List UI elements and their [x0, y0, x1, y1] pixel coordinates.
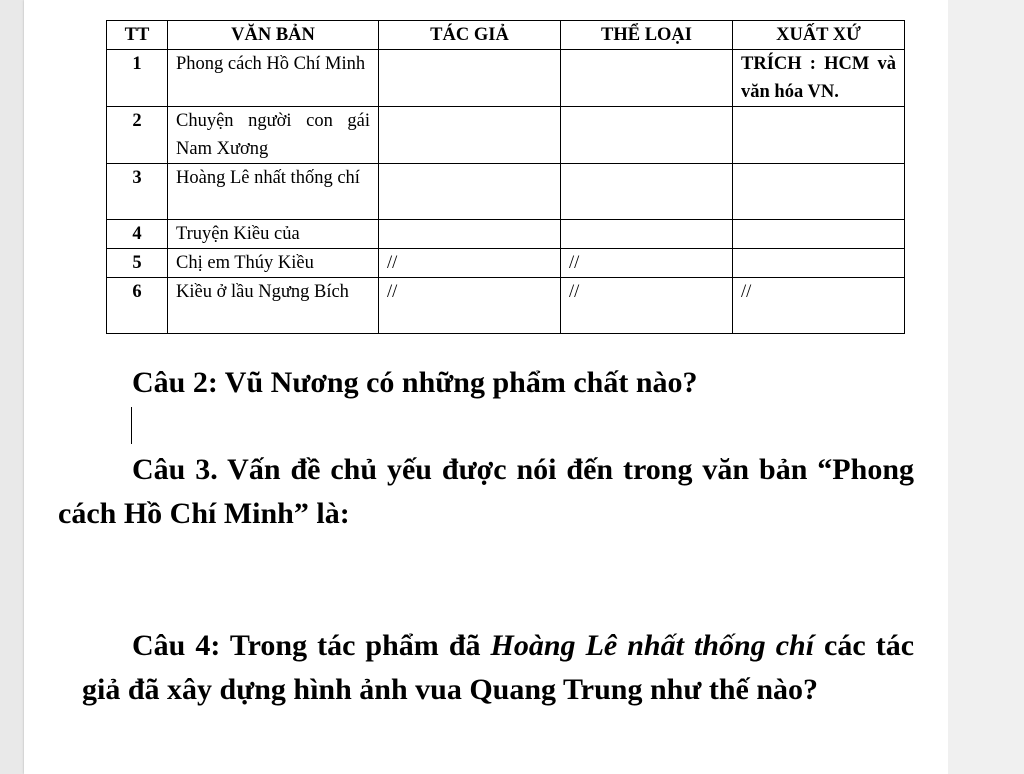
cell-tt: 5 [107, 249, 168, 278]
header-the-loai: THỂ LOẠI [561, 21, 733, 50]
cell-van-ban: Phong cách Hồ Chí Minh [168, 50, 379, 107]
cell-van-ban: Kiều ở lầu Ngưng Bích [168, 278, 379, 334]
cell-xuat-xu [733, 107, 905, 164]
cell-xuat-xu: TRÍCH : HCM và văn hóa VN. [733, 50, 905, 107]
question-4 [82, 624, 914, 712]
cell-tt: 6 [107, 278, 168, 334]
cell-tac-gia [379, 107, 561, 164]
header-xuat-xu: XUẤT XỨ [733, 21, 905, 50]
table-row [107, 164, 905, 220]
header-van-ban: VĂN BẢN [168, 21, 379, 50]
header-tt: TT [107, 21, 168, 50]
table-row [107, 50, 905, 107]
cell-the-loai: // [561, 278, 733, 334]
cell-xuat-xu [733, 249, 905, 278]
text-cursor [131, 407, 132, 444]
cell-xuat-xu [733, 164, 905, 220]
question-3 [58, 448, 914, 536]
cell-van-ban: Hoàng Lê nhất thống chí [168, 164, 379, 220]
cell-xuat-xu [733, 220, 905, 249]
question-4-prefix: Câu 4: Trong tác phẩm đã [132, 629, 491, 662]
table-row [107, 249, 905, 278]
cell-tac-gia [379, 220, 561, 249]
cell-van-ban: Chuyện người con gái Nam Xương [168, 107, 379, 164]
cell-tt: 2 [107, 107, 168, 164]
cell-tac-gia: // [379, 278, 561, 334]
cell-tac-gia: // [379, 249, 561, 278]
cell-the-loai [561, 107, 733, 164]
table-row [107, 220, 905, 249]
header-tac-gia: TÁC GIẢ [379, 21, 561, 50]
table-row [107, 107, 905, 164]
right-margin-area [948, 0, 1024, 774]
cell-the-loai [561, 164, 733, 220]
cell-van-ban: Chị em Thúy Kiều [168, 249, 379, 278]
literature-table [106, 20, 905, 334]
cell-tac-gia [379, 164, 561, 220]
cell-van-ban: Truyện Kiều của [168, 220, 379, 249]
question-4-suffix: các tác giả đã xây dựng hình ảnh vua Quang Trung như thế nào? [82, 629, 915, 706]
table-row [107, 278, 905, 334]
cell-xuat-xu: // [733, 278, 905, 334]
cell-tt: 3 [107, 164, 168, 220]
question-2: Câu 2: Vũ Nương có những phẩm chất nào? [132, 366, 698, 399]
table-header-row [107, 21, 905, 50]
question-4-work-title: Hoàng Lê nhất thống chí [490, 629, 815, 662]
cell-tt: 1 [107, 50, 168, 107]
question-3-text: Câu 3. Vấn đề chủ yếu được nói đến trong văn bản “Phong cách Hồ Chí Minh” là: [58, 453, 914, 530]
cell-tt: 4 [107, 220, 168, 249]
cell-tac-gia [379, 50, 561, 107]
cell-the-loai: // [561, 249, 733, 278]
cell-the-loai [561, 50, 733, 107]
cell-the-loai [561, 220, 733, 249]
